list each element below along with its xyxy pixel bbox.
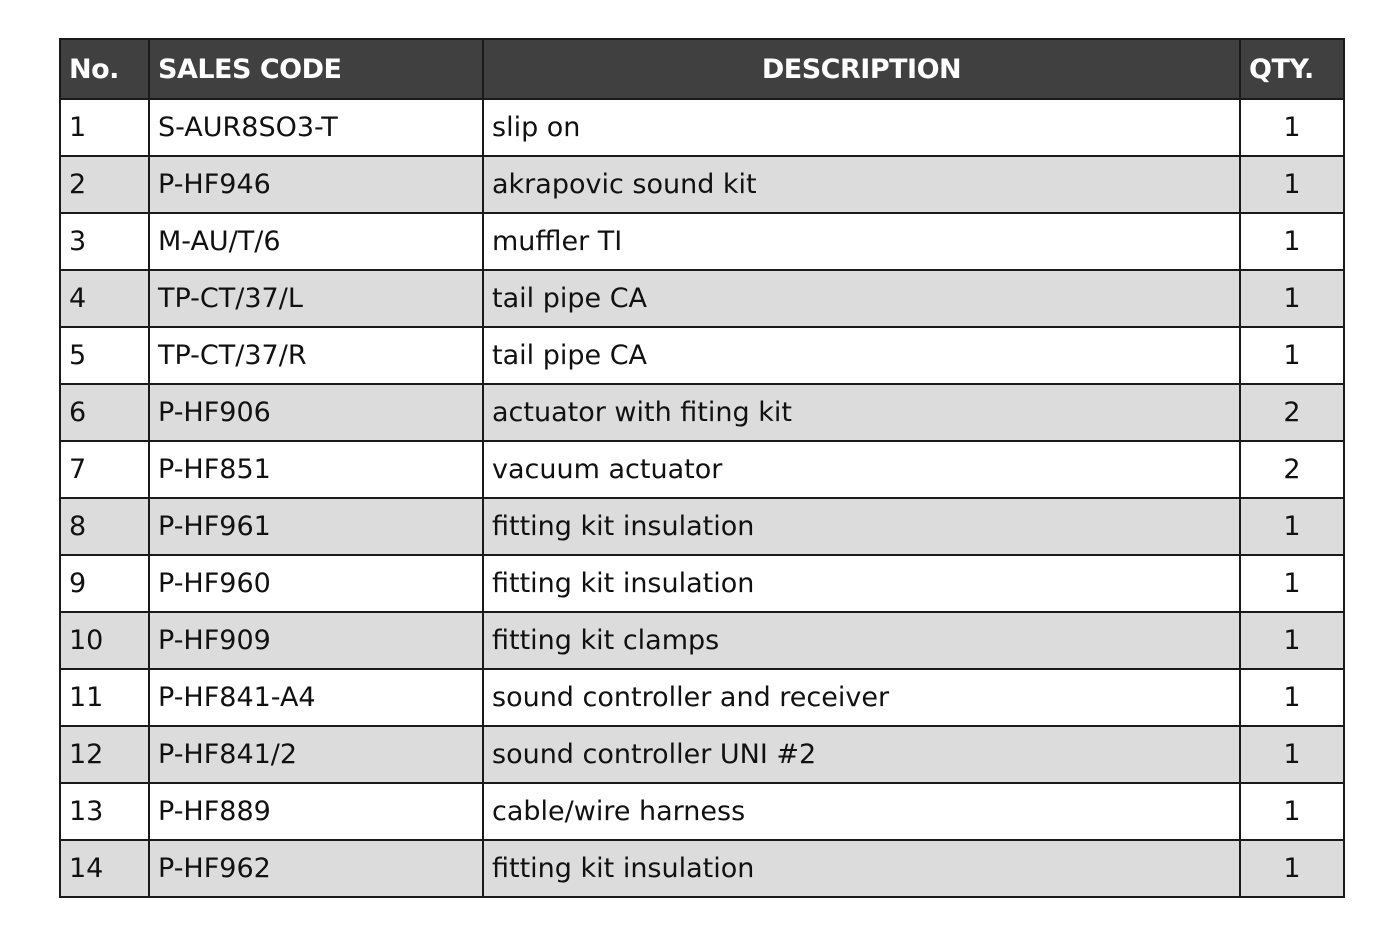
table-row [60,726,1344,783]
cell-sales-code: P-HF946 [149,156,483,213]
cell-qty: 1 [1240,270,1344,327]
table-body [60,99,1344,897]
cell-qty: 1 [1240,99,1344,156]
cell-sales-code: M-AU/T/6 [149,213,483,270]
table-row [60,669,1344,726]
cell-qty: 1 [1240,498,1344,555]
cell-description: sound controller and receiver [483,669,1240,726]
cell-sales-code: P-HF841-A4 [149,669,483,726]
cell-no: 8 [60,498,149,555]
cell-sales-code: P-HF841/2 [149,726,483,783]
cell-qty: 2 [1240,384,1344,441]
cell-description: actuator with fiting kit [483,384,1240,441]
cell-description: fitting kit insulation [483,555,1240,612]
cell-description: fitting kit insulation [483,840,1240,897]
cell-no: 12 [60,726,149,783]
cell-description: slip on [483,99,1240,156]
cell-no: 3 [60,213,149,270]
cell-sales-code: P-HF851 [149,441,483,498]
cell-sales-code: P-HF906 [149,384,483,441]
cell-sales-code: S-AUR8SO3-T [149,99,483,156]
cell-qty: 1 [1240,327,1344,384]
column-header-description: DESCRIPTION [483,39,1240,99]
table-row [60,156,1344,213]
cell-no: 7 [60,441,149,498]
cell-sales-code: TP-CT/37/L [149,270,483,327]
cell-description: akrapovic sound kit [483,156,1240,213]
cell-sales-code: P-HF961 [149,498,483,555]
table-row [60,327,1344,384]
header-row [60,39,1344,99]
cell-sales-code: P-HF962 [149,840,483,897]
table-row [60,612,1344,669]
cell-description: tail pipe CA [483,327,1240,384]
cell-qty: 1 [1240,156,1344,213]
cell-description: cable/wire harness [483,783,1240,840]
table-row [60,384,1344,441]
table-row [60,555,1344,612]
cell-qty: 2 [1240,441,1344,498]
column-header-qty: QTY. [1240,39,1344,99]
table-row [60,270,1344,327]
cell-qty: 1 [1240,555,1344,612]
cell-no: 2 [60,156,149,213]
cell-no: 13 [60,783,149,840]
cell-no: 10 [60,612,149,669]
table-header [60,39,1344,99]
cell-description: sound controller UNI #2 [483,726,1240,783]
cell-no: 1 [60,99,149,156]
cell-description: muffler TI [483,213,1240,270]
cell-description: tail pipe CA [483,270,1240,327]
parts-table [59,38,1345,898]
column-header-no: No. [60,39,149,99]
cell-description: fitting kit insulation [483,498,1240,555]
cell-qty: 1 [1240,783,1344,840]
cell-qty: 1 [1240,726,1344,783]
cell-no: 9 [60,555,149,612]
cell-qty: 1 [1240,612,1344,669]
cell-no: 5 [60,327,149,384]
table-row [60,213,1344,270]
cell-sales-code: P-HF960 [149,555,483,612]
cell-sales-code: P-HF909 [149,612,483,669]
cell-description: vacuum actuator [483,441,1240,498]
cell-qty: 1 [1240,213,1344,270]
cell-no: 14 [60,840,149,897]
table-row [60,783,1344,840]
cell-no: 4 [60,270,149,327]
table-row [60,840,1344,897]
table-row [60,99,1344,156]
cell-no: 11 [60,669,149,726]
cell-no: 6 [60,384,149,441]
column-header-sales-code: SALES CODE [149,39,483,99]
cell-qty: 1 [1240,840,1344,897]
table-row [60,441,1344,498]
cell-description: fitting kit clamps [483,612,1240,669]
table-row [60,498,1344,555]
cell-sales-code: P-HF889 [149,783,483,840]
cell-sales-code: TP-CT/37/R [149,327,483,384]
cell-qty: 1 [1240,669,1344,726]
